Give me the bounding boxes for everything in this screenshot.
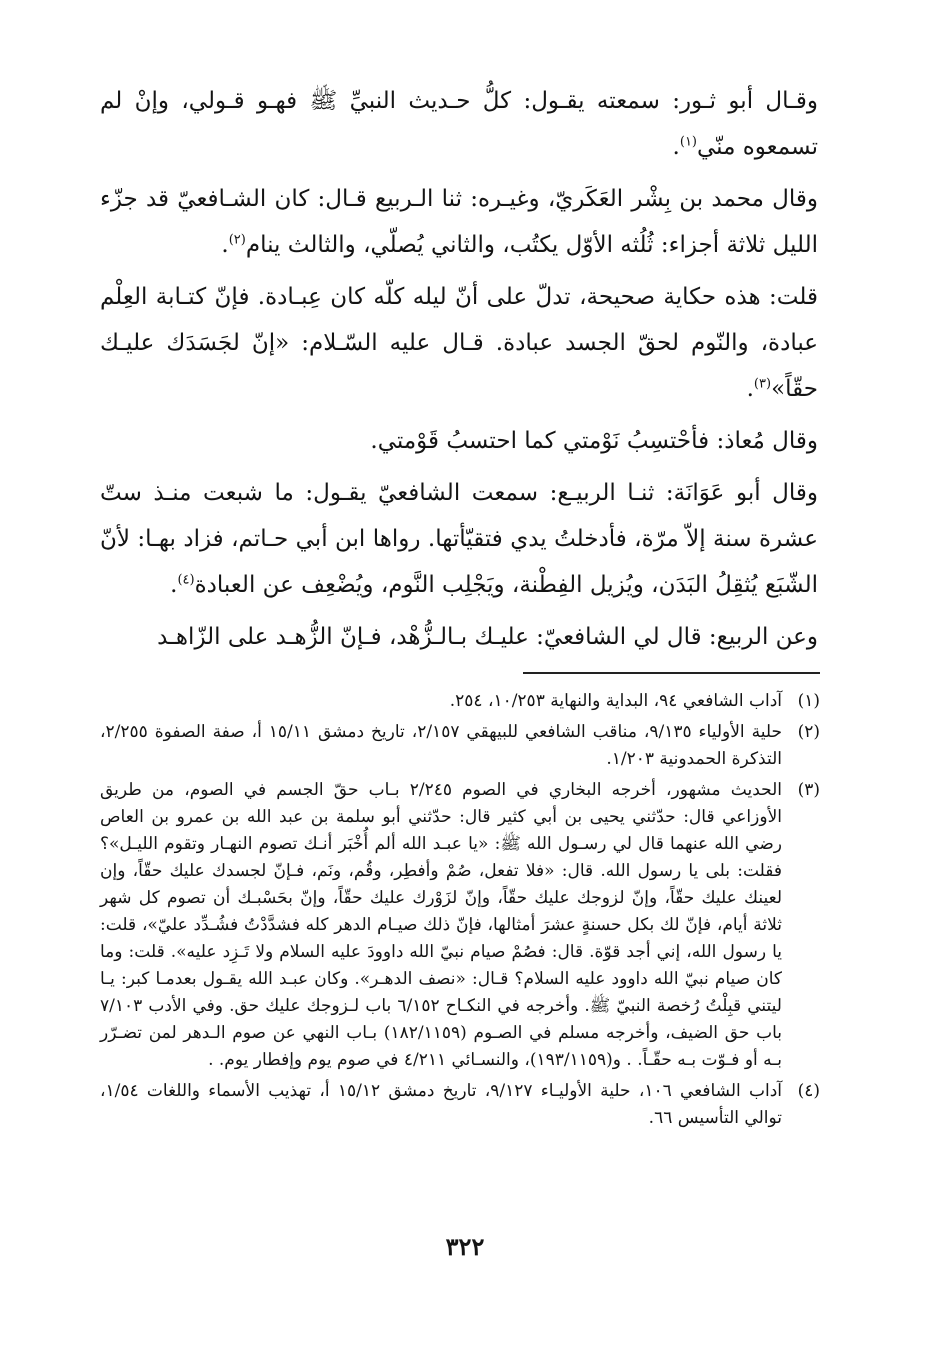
footnote-ref: (٢) bbox=[228, 232, 246, 248]
footnote-text: الحديث مشهور، أخرجه البخاري في الصوم ٢/٢٤٥ بـاب حقّ الجسم في الصوم، من طريق الأوزاعي قال: حدّثني يحيى بن أبي كثير قال: حدّثني أبو سلمة بن عبد الله بن عمرو بن العاص رضي الله عنهما قال لي رسـول الله ﷺ: «يا عبـد الله ألم أُخْبَر أنـك تصوم النهـار وتقوم الليـل»؟ فقلت: بلى يا رسول الله. قال: «فلا تفعل، صُمْ وأفطِر، وقُم، ونَم، فـإنّ لجسدك عليك حقّاً، وإن لعينك عليك حقّاً، وإنّ لزوجك عليك حقّاً، وإنّ لزَوْرك عليك حقّاً، وإنّ بحَسْبـك أن تصوم كل شهر ثلاثة أيام، فإنّ لك بكل حسنةٍ عشرَ أمثالها، فإنّ ذلك صيـام الدهر كله فشدَّدْتُ فشُـدِّد عليّ»، قلت: يا رسول الله، إني أجد قوّة. قال: فصُمْ صيام نبيّ الله داوودَ عليه السلام ولا تَـزِد عليه». قلت: وما كان صيام نبيّ الله داوود عليه السلام؟ قـال: «نصف الدهـر». وكان عبـد الله يقـول بعدمـا كبر: يـا ليتني قبِلْتُ رُخصة النبيّ ﷺ. وأخرجه في النكـاح ٦/١٥٢ باب لـزوجك عليك حق. وفي الأدب ٧/١٠٣ باب حق الضيف، وأخرجه مسلم في الصـوم (١٨٢/١١٥٩) بـاب النهي عن صوم الـدهر لمن تضـرّر بـه أو فـوّت بـه حقّـاً. . و(١٩٣/١١٥٩)، والنسـائي ٤/٢١١ في صوم يوم وإفطار يوم. . bbox=[100, 780, 782, 1070]
paragraph-abu-thawr bbox=[100, 78, 818, 170]
paragraph-tail: . bbox=[746, 376, 754, 402]
footnote-item bbox=[100, 719, 820, 773]
paragraph-rabi bbox=[100, 614, 818, 660]
footnote-item bbox=[100, 688, 820, 715]
footnote-number: (١) bbox=[797, 691, 820, 711]
footnote-number: (٤) bbox=[797, 1081, 820, 1101]
footnote-ref: (٣) bbox=[753, 376, 772, 392]
footnote-text: حلية الأولياء ٩/١٣٥، مناقب الشافعي للبيهقي ٢/١٥٧، تاريخ دمشق ١٥/١١ أ، صفة الصفوة ٢/٢٥٥، التذكرة الحمدونية ١/٢٠٣. bbox=[100, 722, 782, 769]
page-number: ٣٢٢ bbox=[445, 1232, 485, 1261]
paragraph-abu-awana bbox=[100, 470, 818, 608]
footnotes bbox=[100, 688, 820, 1136]
paragraph-tail: . bbox=[170, 572, 178, 598]
footnote-number: (٣) bbox=[797, 780, 820, 800]
paragraph-text: وقال أبو عَوَانَة: ثنـا الربيـع: سمعت الشافعيّ يقـول: ما شبعت منـذ ستّ عشرة سنة إلاّ مرّة، فأدخلتُ يدي فتقيّأتها. رواها ابن أبي حـاتم، فزاد بهـا: لأنّ الشّبَع يُثقِلُ البَدَن، ويُزيل الفِطْنة، ويَجْلِب النَّوم، ويُضْعِف عن العبادة bbox=[100, 480, 818, 598]
paragraph-text: وقال مُعاذ: فأحْتسِبُ نَوْمتي كما احتسبُ قَوْمتي. bbox=[370, 428, 818, 454]
footnote-number: (٢) bbox=[797, 722, 820, 742]
paragraph-tail: . bbox=[672, 134, 680, 160]
paragraph-muhammad-bin-bishr bbox=[100, 176, 818, 268]
paragraph-comment bbox=[100, 274, 818, 412]
footnote-separator bbox=[523, 672, 820, 674]
paragraph-text: وقال محمد بن بِشْر العَكَريّ، وغيـره: ثنا الـربيع قـال: كان الشـافعيّ قد جزّء الليل ثلاثة أجزاء: ثُلُثه الأوّل يكتُب، والثاني يُصلّي، والثالث ينام bbox=[100, 186, 818, 258]
footnote-text: آداب الشافعي ٩٤، البداية والنهاية ١٠/٢٥٣، ٢٥٤. bbox=[449, 691, 782, 711]
footnote-item bbox=[100, 777, 820, 1074]
main-text bbox=[100, 78, 818, 666]
footnote-ref: (١) bbox=[679, 134, 697, 150]
paragraph-text: وقـال أبو ثـور: سمعته يقـول: كلُّ حـديث النبيِّ ﷺ فهـو قـولي، وإنْ لم تسمعوه منّي bbox=[100, 88, 818, 160]
paragraph-text: قلت: هذه حكاية صحيحة، تدلّ على أنّ ليله كلّه كان عِبـادة. فإنّ كتـابة العِلْم عبادة، والنّوم لحقّ الجسد عبادة. قـال عليه السّـلام: «إنّ لجَسَدَك عليـك حقّاً» bbox=[100, 284, 818, 402]
paragraph-text: وعن الربيع: قال لي الشافعيّ: عليـك بـالـزُّهْد، فـإنّ الزُّهـد على الزّاهـد bbox=[157, 624, 818, 650]
paragraph-tail: . bbox=[221, 232, 229, 258]
footnote-item bbox=[100, 1078, 820, 1132]
footnote-text: آداب الشافعي ١٠٦، حلية الأوليـاء ٩/١٢٧، تاريخ دمشق ١٥/١٢ أ، تهذيب الأسماء واللغات ١/٥٤، توالي التأسيس ٦٦. bbox=[100, 1081, 783, 1128]
paragraph-muadh bbox=[100, 418, 818, 464]
footnote-ref: (٤) bbox=[177, 572, 195, 588]
